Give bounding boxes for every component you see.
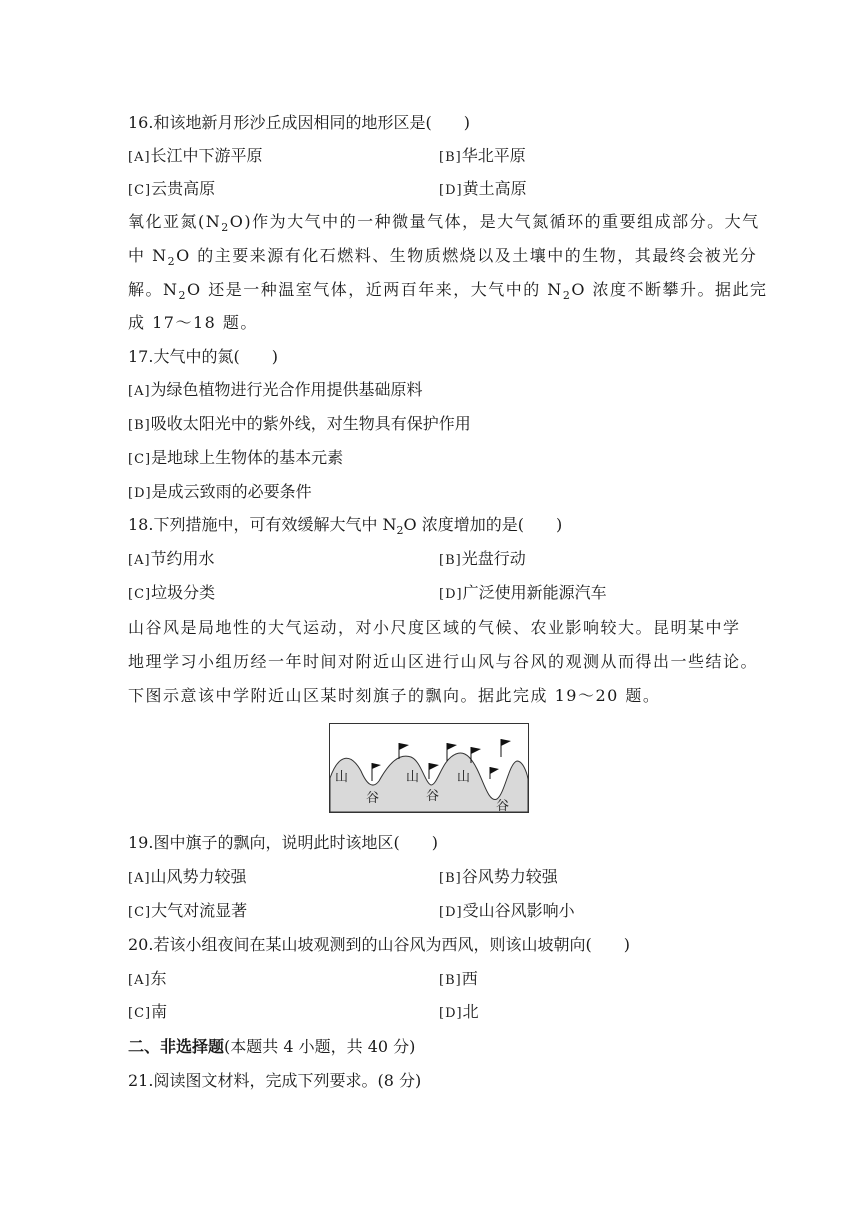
passage-2-line-2: 地理学习小组历经一年时间对附近山区进行山风与谷风的观测从而得出一些结论。 [128,652,759,671]
option-text: 云贵高原 [151,179,216,198]
option-text: 为绿色植物进行光合作用提供基础原料 [150,380,423,399]
q20-option-a [128,969,167,991]
option-tag: [A] [128,384,151,399]
q20-option-b [439,969,478,991]
q18-option-a [128,549,215,571]
option-tag: [D] [128,486,152,501]
q16-option-c [128,179,215,201]
option-text: 谷风势力较强 [461,867,558,886]
option-text: 吸收太阳光中的紫外线，对生物具有保护作用 [150,414,471,433]
q17-option-d [128,482,312,504]
option-tag: [A] [128,553,151,568]
q16-option-a [128,146,263,168]
passage-1-line-3 [128,280,768,303]
text-run: 中 N [128,246,168,265]
q20-option-c [128,1002,167,1024]
mountain-label: 山 [335,770,349,785]
q19-option-b [439,867,558,889]
q19-option-d [439,901,575,923]
q17-option-b [128,414,471,436]
option-text: 是地球上生物体的基本元素 [151,448,344,467]
option-text: 光盘行动 [461,549,526,568]
q17-option-c [128,448,343,470]
question-18-stem [128,515,563,538]
option-text: 长江中下游平原 [150,146,263,165]
option-tag: [B] [439,973,462,988]
option-tag: [B] [439,871,462,886]
option-text: 广泛使用新能源汽车 [462,583,607,602]
option-tag: [D] [439,183,463,198]
option-tag: [D] [439,587,463,602]
valley-label: 谷 [426,789,440,804]
option-tag: [D] [439,1006,463,1021]
text-run: 18.下列措施中，可有效缓解大气中 N [128,515,397,534]
option-tag: [C] [128,905,152,920]
passage-2-line-1: 山谷风是局地性的大气运动，对小尺度区域的气候、农业影响较大。昆明某中学 [128,618,741,637]
option-text: 华北平原 [461,146,526,165]
subscript: 2 [562,289,572,303]
text-run: O 浓度增加的是( ) [403,515,563,534]
text-run: O 浓度不断攀升。据此完 [571,280,768,299]
option-tag: [C] [128,452,152,467]
valley-label: 谷 [366,791,380,806]
q19-option-c [128,901,247,923]
question-17-stem: 17.大气中的氮( ) [128,347,278,366]
q18-option-c [128,583,215,605]
q17-option-a [128,380,423,402]
option-text: 是成云致雨的必要条件 [151,482,312,501]
subscript: 2 [167,255,177,269]
option-tag: [A] [128,973,151,988]
option-text: 大气对流显著 [151,901,248,920]
option-tag: [D] [439,905,463,920]
passage-1-line-2 [128,246,758,269]
section-2-heading [128,1037,415,1057]
subscript: 2 [178,289,188,303]
option-text: 黄土高原 [462,179,527,198]
q16-option-d [439,179,527,201]
q16-option-b [439,146,526,168]
mountain-label: 山 [457,770,471,785]
text-run: 解。N [128,280,179,299]
text-run: O)作为大气中的一种微量气体，是大气氮循环的重要组成部分。大气 [229,212,760,231]
subscript: 2 [396,524,404,538]
passage-1-line-4: 成 17～18 题。 [128,313,258,332]
q18-option-b [439,549,526,571]
question-20-stem: 20.若该小组夜间在某山坡观测到的山谷风为西风，则该山坡朝向( ) [128,935,630,954]
option-tag: [A] [128,871,151,886]
option-text: 垃圾分类 [151,583,216,602]
option-tag: [B] [439,150,462,165]
option-tag: [B] [128,418,151,433]
option-text: 受山谷风影响小 [462,901,575,920]
option-text: 东 [150,969,167,988]
option-text: 南 [151,1002,168,1021]
q19-option-a [128,867,247,889]
section-note: (本题共 4 小题，共 40 分) [224,1037,416,1056]
question-21-stem: 21.阅读图文材料，完成下列要求。(8 分) [128,1071,422,1090]
text-run: O 还是一种温室气体，近两百年来，大气中的 N [187,280,563,299]
q20-option-d [439,1002,479,1024]
passage-1-line-1 [128,212,760,235]
option-tag: [C] [128,183,152,198]
question-16-stem: 16.和该地新月形沙丘成因相同的地形区是( ) [128,113,470,132]
valley-label: 谷 [496,799,510,813]
option-tag: [A] [128,150,151,165]
mountain-valley-figure [329,723,529,813]
option-text: 节约用水 [150,549,215,568]
q18-option-d [439,583,607,605]
text-run: 氧化亚氮(N [128,212,222,231]
section-title: 二、非选择题 [128,1037,225,1056]
option-tag: [B] [439,553,462,568]
passage-2-line-3: 下图示意该中学附近山区某时刻旗子的飘向。据此完成 19～20 题。 [128,686,661,705]
question-19-stem: 19.图中旗子的飘向，说明此时该地区( ) [128,833,438,852]
option-text: 北 [462,1002,479,1021]
subscript: 2 [221,221,230,235]
text-run: O 的主要来源有化石燃料、生物质燃烧以及土壤中的生物，其最终会被光分 [176,246,758,265]
option-text: 西 [461,969,478,988]
mountain-label: 山 [406,770,420,785]
option-tag: [C] [128,1006,152,1021]
option-tag: [C] [128,587,152,602]
option-text: 山风势力较强 [150,867,247,886]
